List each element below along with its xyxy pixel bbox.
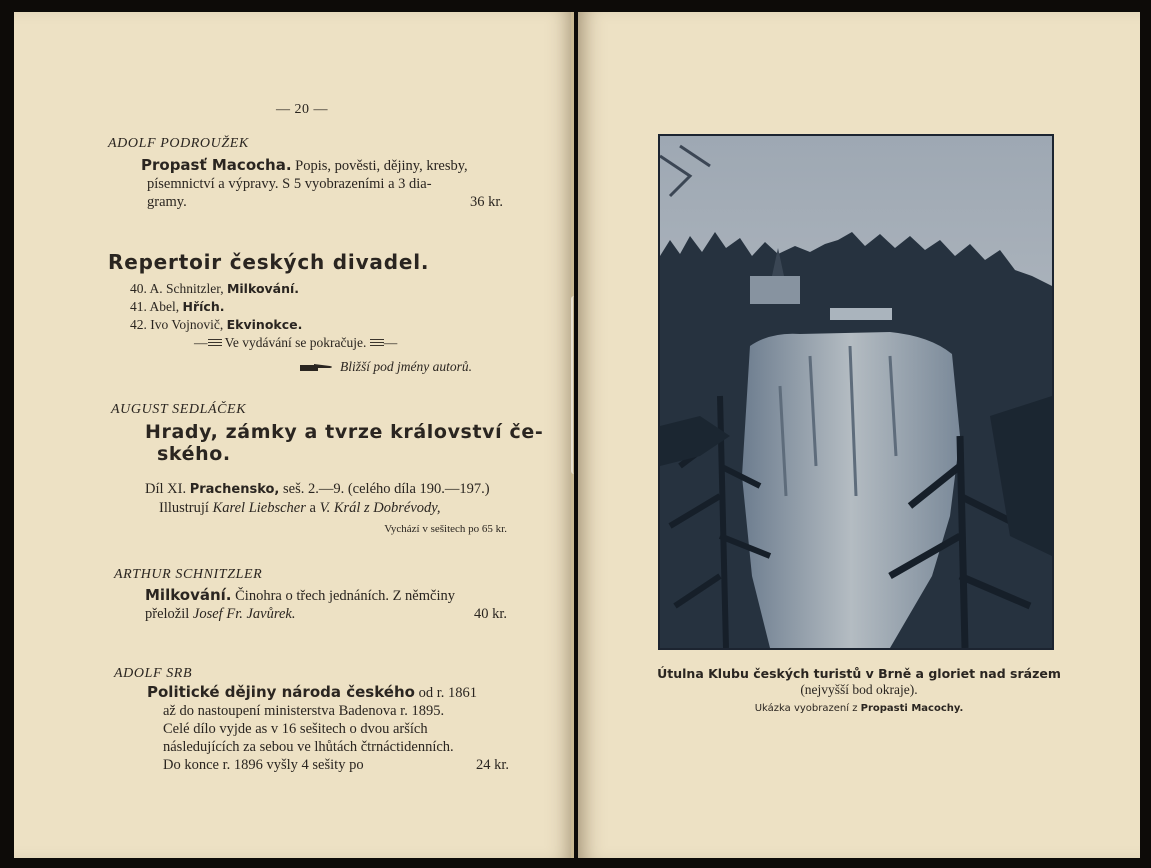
price: 24 kr. [475, 757, 509, 773]
sample-note: Ukázka vyobrazení z Propasti Macochy. [754, 703, 964, 714]
continues-line: — Ve vydávání se pokračuje. — [194, 335, 398, 350]
ornament-icon [208, 339, 222, 348]
entry-sedlacek: Díl XI. Prachensko, seš. 2.—9. (celého díla 190.—197.) Illustrují Karel Liebscher a V. Král z Dobrévody, Vychází v sešitech po 65 kr. [145, 480, 507, 538]
photo-caption: Útulna Klubu českých turistů v Brně a gloriet nad srázem (nejvyšší bod okraje). [657, 666, 1061, 697]
ornament-icon [370, 339, 384, 348]
title-propast-macocha: Propasť Macocha. [141, 156, 292, 174]
title-politicke-dejiny: Politické dějiny národa českého [147, 683, 415, 701]
author-schnitzler: ARTHUR SCHNITZLER [114, 567, 263, 582]
author-sedlacek: AUGUST SEDLÁČEK [111, 402, 247, 417]
see-authors-line: Bližší pod jmény autorů. [300, 358, 472, 376]
issue-note: Vychází v sešitech po 65 kr. [384, 523, 507, 535]
author-srb: ADOLF SRB [114, 666, 193, 681]
left-page [14, 12, 574, 858]
section-heading-repertoir: Repertoir českých divadel. [108, 250, 430, 274]
list-item: 42. Ivo Vojnovič, Ekvinokce. [130, 317, 303, 332]
photo-illustration [660, 136, 1052, 648]
list-item: 40. A. Schnitzler, Milkování. [130, 281, 300, 296]
photograph-macocha [658, 134, 1054, 650]
entry-srb: Politické dějiny národa českého od r. 1861 až do nastoupení ministerstva Badenova r. 1895. Celé dílo vyjde as v 16 sešitech o dvou arších následujících za sebou ve lhůtách čtrnáctidenních. Do konce r. 1896 vyšly 4 sešity po 24 kr. [147, 683, 509, 773]
entry-text: gramy. [147, 194, 187, 210]
entry-text: písemnictví a výpravy. S 5 vyobrazeními a 3 dia- [147, 176, 432, 192]
title-hrady-zamky: Hrady, zámky a tvrze království če- ského. [145, 421, 544, 465]
entry-schnitzler: Milkování. Činohra o třech jednáních. Z němčiny přeložil Josef Fr. Javůrek. 40 kr. [145, 586, 507, 622]
author-podrouzek: ADOLF PODROUŽEK [108, 136, 249, 151]
pointing-hand-icon [300, 363, 334, 373]
price: 36 kr. [469, 194, 503, 210]
page-number: — 20 — [276, 102, 328, 117]
entry-text: Popis, pověsti, dějiny, kresby, [295, 158, 468, 174]
price: 40 kr. [473, 606, 507, 622]
title-milkovani: Milkování. [145, 586, 232, 604]
repertoir-list [130, 280, 302, 334]
right-page [578, 12, 1140, 858]
list-item: 41. Abel, Hřích. [130, 299, 225, 314]
entry-podrouzek [141, 156, 503, 211]
